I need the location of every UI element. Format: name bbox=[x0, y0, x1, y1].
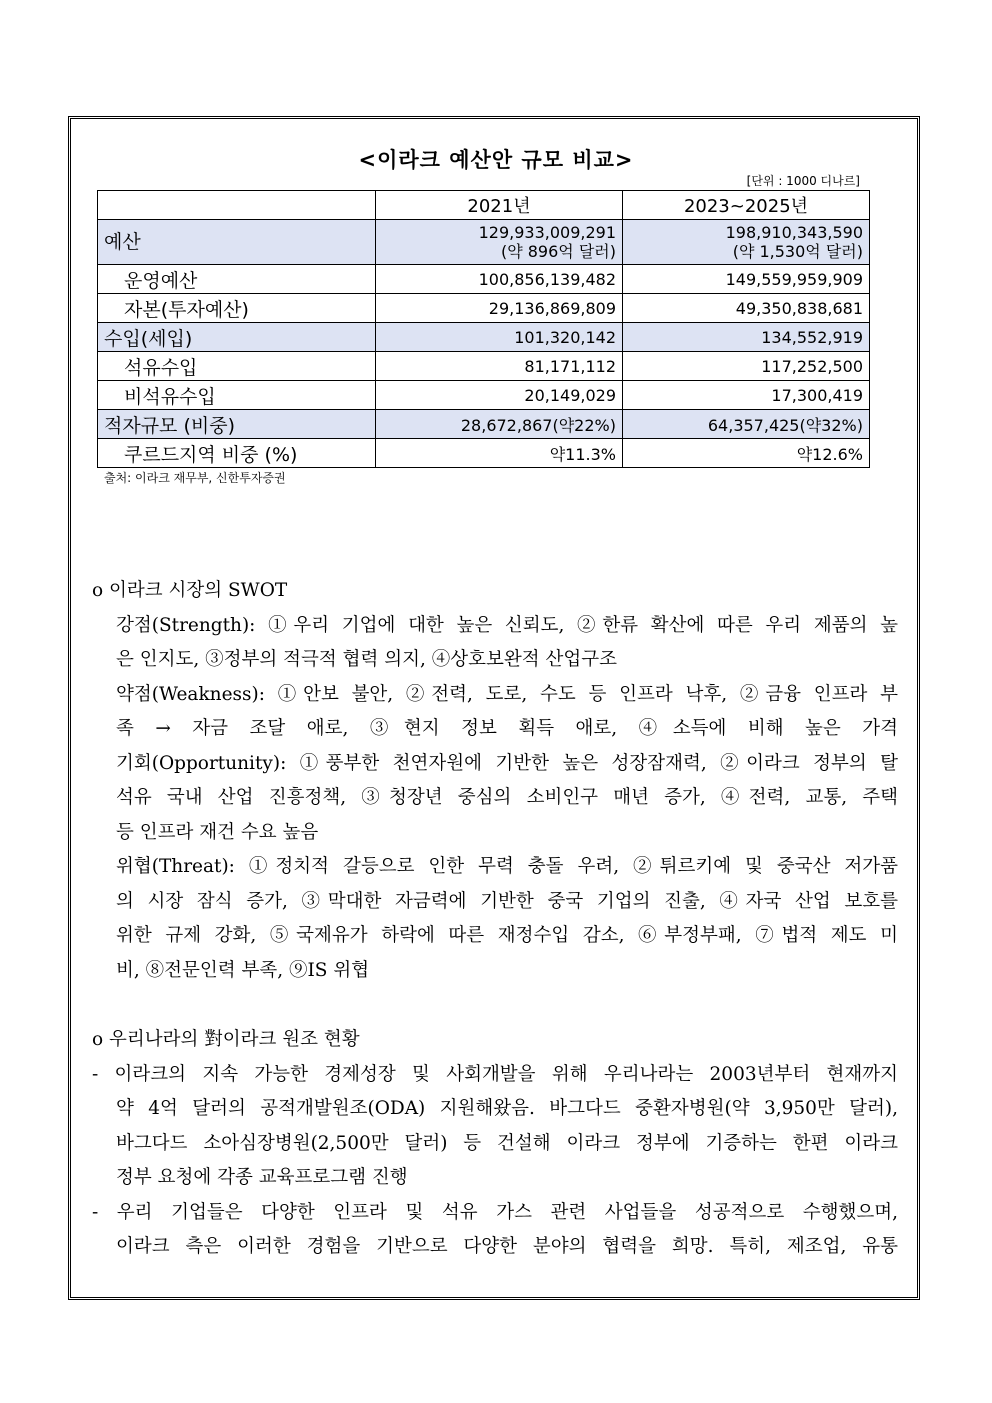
header-blank bbox=[98, 191, 376, 220]
table-row bbox=[98, 439, 870, 468]
row-label: 운영예산 bbox=[98, 265, 376, 294]
swot-line: 등 인프라 재건 수요 높음 bbox=[116, 821, 319, 843]
cell-2023: 117,252,500 bbox=[623, 352, 870, 381]
table-title: <이라크 예산안 규모 비교> bbox=[358, 148, 634, 172]
unit-note: [단위 : 1000 디나르] bbox=[746, 174, 860, 188]
table-row bbox=[98, 220, 870, 265]
swot-line: 기회(Opportunity): ①풍부한 천연자원에 기반한 높은 성장잠재력, ②이라크 정부의 탈 bbox=[116, 752, 898, 774]
swot-line: 위협(Threat): ①정치적 갈등으로 인한 무력 충돌 우려, ②튀르키예 및 중국산 저가품 bbox=[116, 856, 898, 877]
row-label: 수입(세입) bbox=[98, 323, 376, 352]
cell-2023: 49,350,838,681 bbox=[623, 294, 870, 323]
cell-2021: 약11.3% bbox=[376, 439, 623, 468]
budget-table bbox=[97, 190, 870, 468]
source-note: 출처: 이라크 재무부, 신한투자증권 bbox=[104, 471, 286, 485]
header-2021: 2021년 bbox=[376, 191, 623, 220]
table-row bbox=[98, 323, 870, 352]
aid-line: 이라크 측은 이러한 경험을 기반으로 다양한 분야의 협력을 희망. 특히, 제조업, 유통 bbox=[116, 1236, 898, 1257]
aid-heading: o 우리나라의 對이라크 원조 현황 bbox=[92, 1029, 360, 1050]
table-row bbox=[98, 265, 870, 294]
cell-2021: 28,672,867(약22%) bbox=[376, 410, 623, 439]
aid-line: - 이라크의 지속 가능한 경제성장 및 사회개발을 위해 우리나라는 2003년부터 현재까지 bbox=[92, 1063, 898, 1085]
cell-2023: 149,559,959,909 bbox=[623, 265, 870, 294]
swot-line: 석유 국내 산업 진흥정책, ③청장년 중심의 소비인구 매년 증가, ④전력, 교통, 주택 bbox=[116, 787, 898, 808]
cell-2023: 64,357,425(약32%) bbox=[623, 410, 870, 439]
cell-2023: 약12.6% bbox=[623, 439, 870, 468]
aid-line: 정부 요청에 각종 교육프로그램 진행 bbox=[116, 1167, 408, 1188]
cell-2021: 129,933,009,291 (약 896억 달러) bbox=[376, 220, 623, 265]
swot-line: 강점(Strength): ①우리 기업에 대한 높은 신뢰도, ②한류 확산에 따른 우리 제품의 높 bbox=[116, 614, 898, 636]
cell-2021: 81,171,112 bbox=[376, 352, 623, 381]
swot-line: 위한 규제 강화, ⑤국제유가 하락에 따른 재정수입 감소, ⑥부정부패, ⑦법적 제도 미 bbox=[116, 925, 898, 946]
aid-line: - 우리 기업들은 다양한 인프라 및 석유 가스 관련 사업들을 성공적으로 수행했으며, bbox=[92, 1201, 898, 1223]
aid-line: 약 4억 달러의 공적개발원조(ODA) 지원해왔음. 바그다드 중환자병원(약 3,950만 달러), bbox=[116, 1098, 898, 1119]
swot-heading: o 이라크 시장의 SWOT bbox=[92, 580, 288, 601]
aid-line: 바그다드 소아심장병원(2,500만 달러) 등 건설해 이라크 정부에 기증하는 한편 이라크 bbox=[116, 1132, 898, 1154]
cell-2023: 198,910,343,590 (약 1,530억 달러) bbox=[623, 220, 870, 265]
swot-line: 비, ⑧전문인력 부족, ⑨IS 위협 bbox=[116, 959, 370, 981]
table-row bbox=[98, 381, 870, 410]
table-header-row bbox=[98, 191, 870, 220]
cell-2023: 134,552,919 bbox=[623, 323, 870, 352]
table-row bbox=[98, 410, 870, 439]
body-text bbox=[92, 574, 898, 1265]
row-label: 적자규모 (비중) bbox=[98, 410, 376, 439]
swot-line: 의 시장 잠식 증가, ③막대한 자금력에 기반한 중국 기업의 진출, ④자국 산업 보호를 bbox=[116, 890, 898, 912]
table-row bbox=[98, 294, 870, 323]
cell-2021: 29,136,869,809 bbox=[376, 294, 623, 323]
row-label: 석유수입 bbox=[98, 352, 376, 381]
cell-2021: 100,856,139,482 bbox=[376, 265, 623, 294]
swot-line: 약점(Weakness): ①안보 불안, ②전력, 도로, 수도 등 인프라 낙후, ②금융 인프라 부 bbox=[116, 683, 898, 705]
row-label: 쿠르드지역 비중 (%) bbox=[98, 439, 376, 468]
swot-line: 은 인지도, ③정부의 적극적 협력 의지, ④상호보완적 산업구조 bbox=[116, 649, 617, 670]
header-2023-2025: 2023~2025년 bbox=[623, 191, 870, 220]
cell-2023: 17,300,419 bbox=[623, 381, 870, 410]
cell-2021: 20,149,029 bbox=[376, 381, 623, 410]
table-row bbox=[98, 352, 870, 381]
row-label: 자본(투자예산) bbox=[98, 294, 376, 323]
cell-2021: 101,320,142 bbox=[376, 323, 623, 352]
spacer bbox=[92, 988, 898, 1023]
swot-line: 족 → 자금 조달 애로, ③현지 정보 획득 애로, ④소득에 비해 높은 가격 bbox=[116, 718, 898, 739]
row-label: 비석유수입 bbox=[98, 381, 376, 410]
row-label: 예산 bbox=[98, 220, 376, 265]
